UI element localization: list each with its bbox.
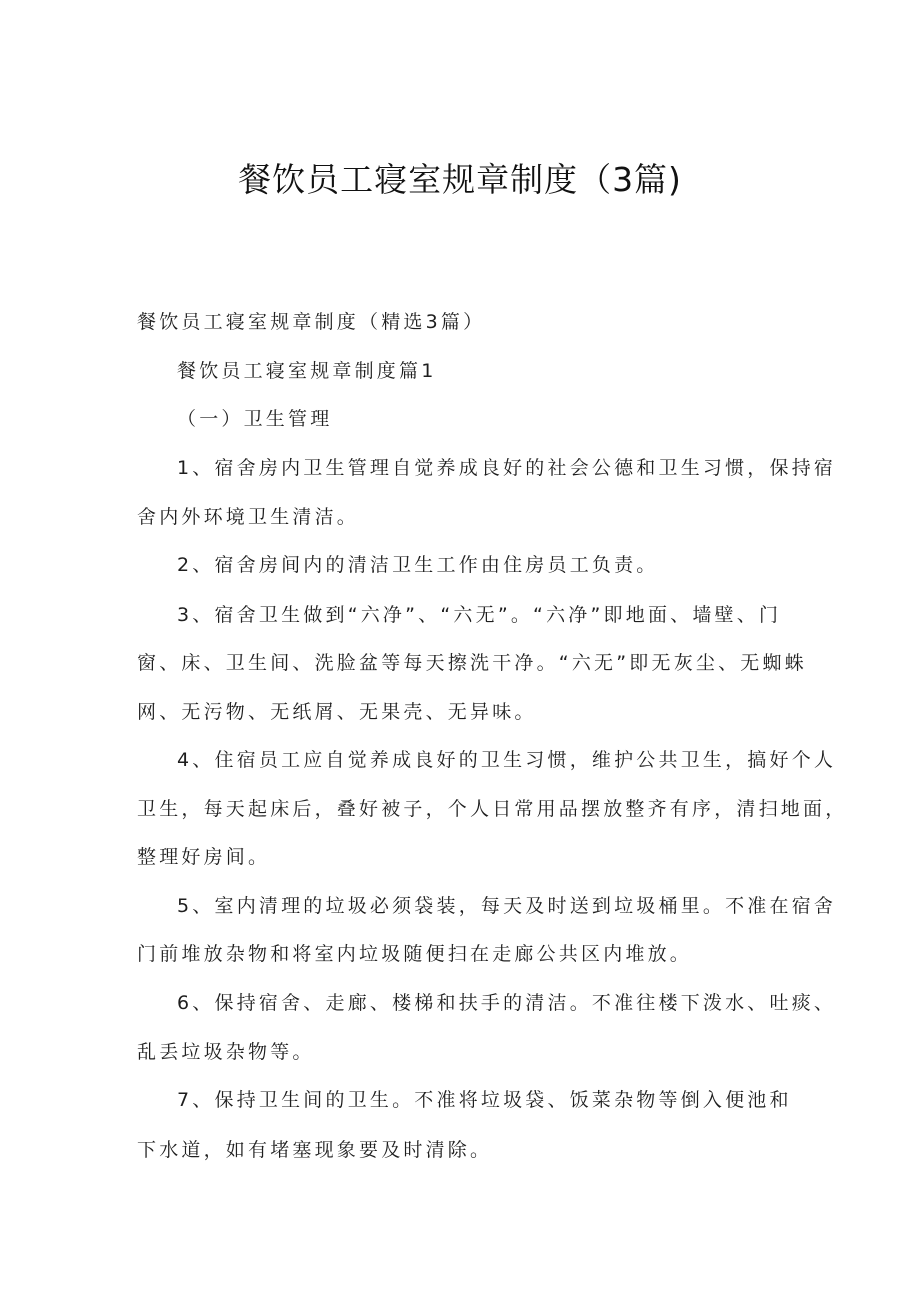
paragraph-line: 乱丢垃圾杂物等。	[137, 1041, 315, 1063]
paragraph-line: 4、住宿员工应自觉养成良好的卫生习惯，维护公共卫生，搞好个人	[177, 749, 837, 771]
paragraph-line: 7、保持卫生间的卫生。不准将垃圾袋、饭菜杂物等倒入便池和	[177, 1089, 792, 1111]
paragraph-line: 窗、床、卫生间、洗脸盆等每天擦洗干净。“六无”即无灰尘、无蜘蛛	[137, 652, 807, 674]
section-heading: 餐饮员工寝室规章制度篇1	[177, 360, 437, 382]
paragraph-line: 卫生，每天起床后，叠好被子，个人日常用品摆放整齐有序，清扫地面，	[137, 798, 848, 820]
paragraph-line: 网、无污物、无纸屑、无果壳、无异味。	[137, 701, 537, 723]
paragraph-line: 下水道，如有堵塞现象要及时清除。	[137, 1139, 493, 1161]
paragraph-line: 3、宿舍卫生做到“六净”、“六无”。“六净”即地面、墙壁、门	[177, 604, 782, 626]
paragraph-line: 门前堆放杂物和将室内垃圾随便扫在走廊公共区内堆放。	[137, 943, 693, 965]
paragraph-line: 2、宿舍房间内的清洁卫生工作由住房员工负责。	[177, 554, 659, 576]
subsection-heading: （一）卫生管理	[177, 408, 333, 430]
paragraph-line: 5、室内清理的垃圾必须袋装，每天及时送到垃圾桶里。不准在宿舍	[177, 895, 837, 917]
paragraph-line: 1、宿舍房内卫生管理自觉养成良好的社会公德和卫生习惯，保持宿	[177, 457, 837, 479]
paragraph-line: 6、保持宿舍、走廊、楼梯和扶手的清洁。不准往楼下泼水、吐痰、	[177, 992, 837, 1014]
document-title: 餐饮员工寝室规章制度（3篇)	[238, 160, 682, 199]
paragraph-line: 舍内外环境卫生清洁。	[137, 506, 360, 528]
document-subtitle: 餐饮员工寝室规章制度（精选3篇）	[137, 311, 486, 333]
paragraph-line: 整理好房间。	[137, 846, 271, 868]
